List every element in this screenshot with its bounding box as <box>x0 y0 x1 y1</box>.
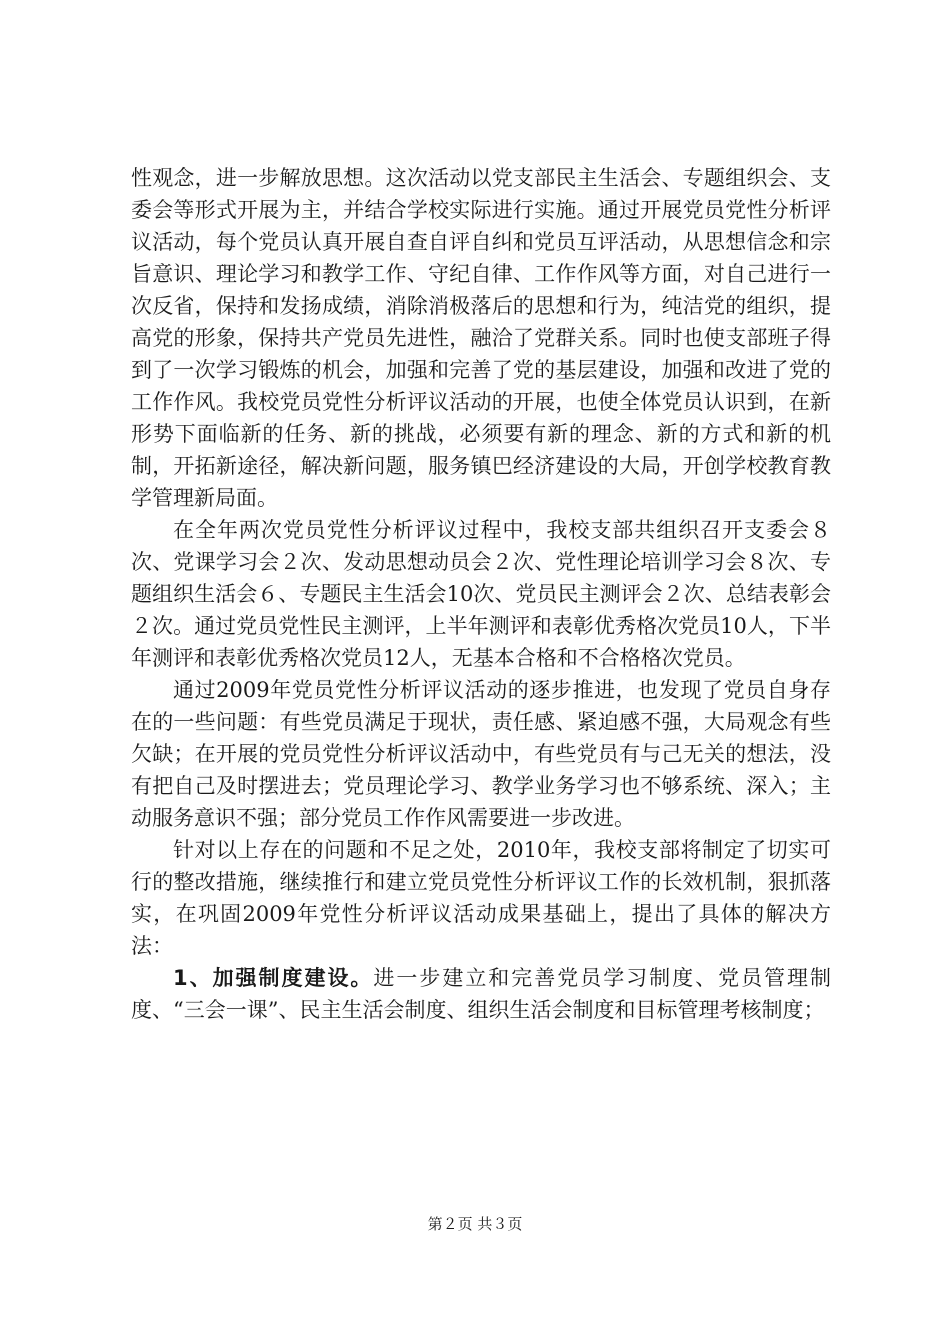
page-footer: 第２页 共３页 <box>427 1215 523 1233</box>
paragraph-2: 在全年两次党员党性分析评议过程中，我校支部共组织召开支委会８次、党课学习会２次、发动思想动员会２次、党性理论培训学习会８次、专题组织生活会６、专题民主生活会10次、党员民主测评会２次、总结表彰会２次。通过党员党性民主测评，上半年测评和表彰优秀格次党员10人，下半年测评和表彰优秀格次党员12人，无基本合格和不合格格次党员。 <box>131 518 831 670</box>
paragraph-3: 通过2009年党员党性分析评议活动的逐步推进，也发现了党员自身存在的一些问题：有些党员满足于现状，责任感、紧迫感不强，大局观念有些欠缺；在开展的党员党性分析评议活动中，有些党员有与己无关的想法，没有把自己及时摆进去；党员理论学习、教学业务学习也不够系统、深入；主动服务意识不强；部分党员工作作风需要进一步改进。 <box>131 678 831 830</box>
paragraph-1: 性观念，进一步解放思想。这次活动以党支部民主生活会、专题组织会、支委会等形式开展为主，并结合学校实际进行实施。通过开展党员党性分析评议活动，每个党员认真开展自查自评自纠和党员互评活动，从思想信念和宗旨意识、理论学习和教学工作、守纪自律、工作作风等方面，对自己进行一次反省，保持和发扬成绩，消除消极落后的思想和行为，纯洁党的组织，提高党的形象，保持共产党员先进性，融洽了党群关系。同时也使支部班子得到了一次学习锻炼的机会，加强和完善了党的基层建设，加强和改进了党的工作作风。我校党员党性分析评议活动的开展，也使全体党员认识到，在新形势下面临新的任务、新的挑战，必须要有新的理念、新的方式和新的机制，开拓新途径，解决新问题，服务镇巴经济建设的大局，开创学校教育教学管理新局面。 <box>131 166 831 510</box>
item-1-heading: 1、加强制度建设。 <box>173 966 374 990</box>
document-body <box>131 162 831 1026</box>
item-1-text: 进一步建立和完善党员学习制度、党员管理制度、“三会一课”、民主生活会制度、组织生活会制度和目标管理考核制度； <box>131 966 831 1022</box>
paragraph-item-1 <box>131 962 831 1026</box>
paragraph-4: 针对以上存在的问题和不足之处，2010年，我校支部将制定了切实可行的整改措施，继续推行和建立党员党性分析评议工作的长效机制，狠抓落实，在巩固2009年党性分析评议活动成果基础上，提出了具体的解决方法： <box>131 838 831 958</box>
